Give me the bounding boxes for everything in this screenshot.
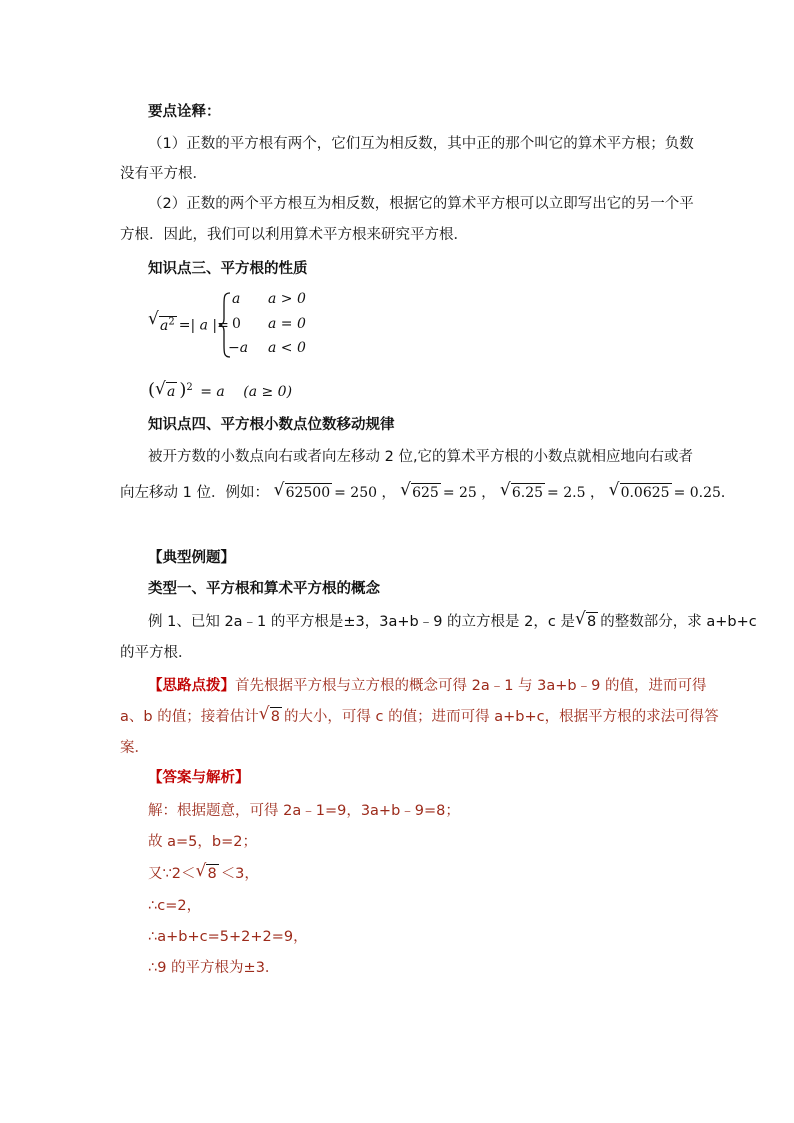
hint-line-3: 案． <box>120 740 149 756</box>
hint-line-2: a、b 的值；接着估计 √ 8 的大小，可得 c 的值；进而可得 a+b+c，根据平方根的求法可得答 <box>120 704 719 725</box>
key-point-2-line-2: 方根．因此，我们可以利用算术平方根来研究平方根． <box>120 227 468 243</box>
solution-line-2: 故 a=5，b=2； <box>148 834 257 850</box>
sqrt-a: √ a <box>155 378 176 400</box>
hint-line-1: 【思路点拨】首先根据平方根与立方根的概念可得 2a﹣1 与 3a+b﹣9 的值，进而可得 <box>148 678 707 694</box>
sqrt-8: √ 8 <box>574 609 597 630</box>
solution-line-3: 又∵2＜ √ 8 ＜3， <box>148 861 259 882</box>
key-point-1-line-2: 没有平方根． <box>120 166 207 182</box>
solution-line-5: ∴a+b+c=5+2+2=9， <box>148 929 308 945</box>
sqrt-a-squared: √ $a^2$ <box>148 309 175 334</box>
example-1-question-line-1: 例 1、已知 2a﹣1 的平方根是±3，3a+b﹣9 的立方根是 2，c 是 √ 8 的整数部分，求 a+b+c <box>148 609 757 630</box>
key-point-2-line-1: （2）正数的两个平方根互为相反数，根据它的算术平方根可以立即写出它的另一个平 <box>148 196 694 212</box>
solution-sqrt-8: √ 8 <box>195 861 217 882</box>
kp4-heading: 知识点四、平方根小数点位数移动规律 <box>148 417 395 433</box>
solution-line-1: 解：根据题意，可得 2a﹣1=9，3a+b﹣9=8； <box>148 803 460 819</box>
formula-sqrt-a-squared-equals-a: ( √ a )$^2$ = a (a ≥ 0) <box>148 378 293 401</box>
case-2-value: 0 <box>232 316 241 332</box>
example-sqrt-6-25: √ 6.25 = 2.5 ， <box>499 480 604 501</box>
solution-line-6: ∴9 的平方根为±3． <box>148 960 280 976</box>
formula-sqrt-a-squared: √ $a^2$ =| a |= <box>148 309 229 334</box>
case-row-1 <box>232 291 240 307</box>
case-1-value: a <box>232 291 241 307</box>
solution-line-4: ∴c=2， <box>148 898 202 914</box>
example-sqrt-0-0625: √ 0.0625 = 0.25． <box>608 480 735 501</box>
case-3-value: −a <box>228 340 249 356</box>
kp4-line-2: 向左移动 1 位．例如： √ 62500 = 250 ， √ 625 = 25 ， √ 6.25 = 2.5 ， √ 0.0625 = 0.25． <box>120 480 735 501</box>
answer-tag: 【答案与解析】 <box>148 770 250 786</box>
kp4-line-1: 被开方数的小数点向右或者向左移动 2 位,它的算术平方根的小数点就相应地向右或者 <box>148 449 694 465</box>
example-sqrt-62500: √ 62500 = 250 ， <box>273 480 396 501</box>
example-1-question-line-2: 的平方根． <box>120 645 193 661</box>
case-row-2-condition: a = 0 <box>268 316 306 332</box>
key-point-1-line-1: （1）正数的平方根有两个，它们互为相反数，其中正的那个叫它的算术平方根；负数 <box>148 136 694 152</box>
case-row-3-condition: a < 0 <box>268 340 306 356</box>
key-points-heading: 要点诠释： <box>148 104 221 120</box>
kp3-heading: 知识点三、平方根的性质 <box>148 261 308 277</box>
hint-sqrt-8: √ 8 <box>258 704 280 725</box>
example-sqrt-625: √ 625 = 25 ， <box>400 480 496 501</box>
type-1-heading: 类型一、平方根和算术平方根的概念 <box>148 581 380 597</box>
case-row-1-condition: a > 0 <box>268 291 306 307</box>
hint-tag: 【思路点拨】 <box>148 678 235 694</box>
typical-examples-heading: 【典型例题】 <box>148 550 235 566</box>
